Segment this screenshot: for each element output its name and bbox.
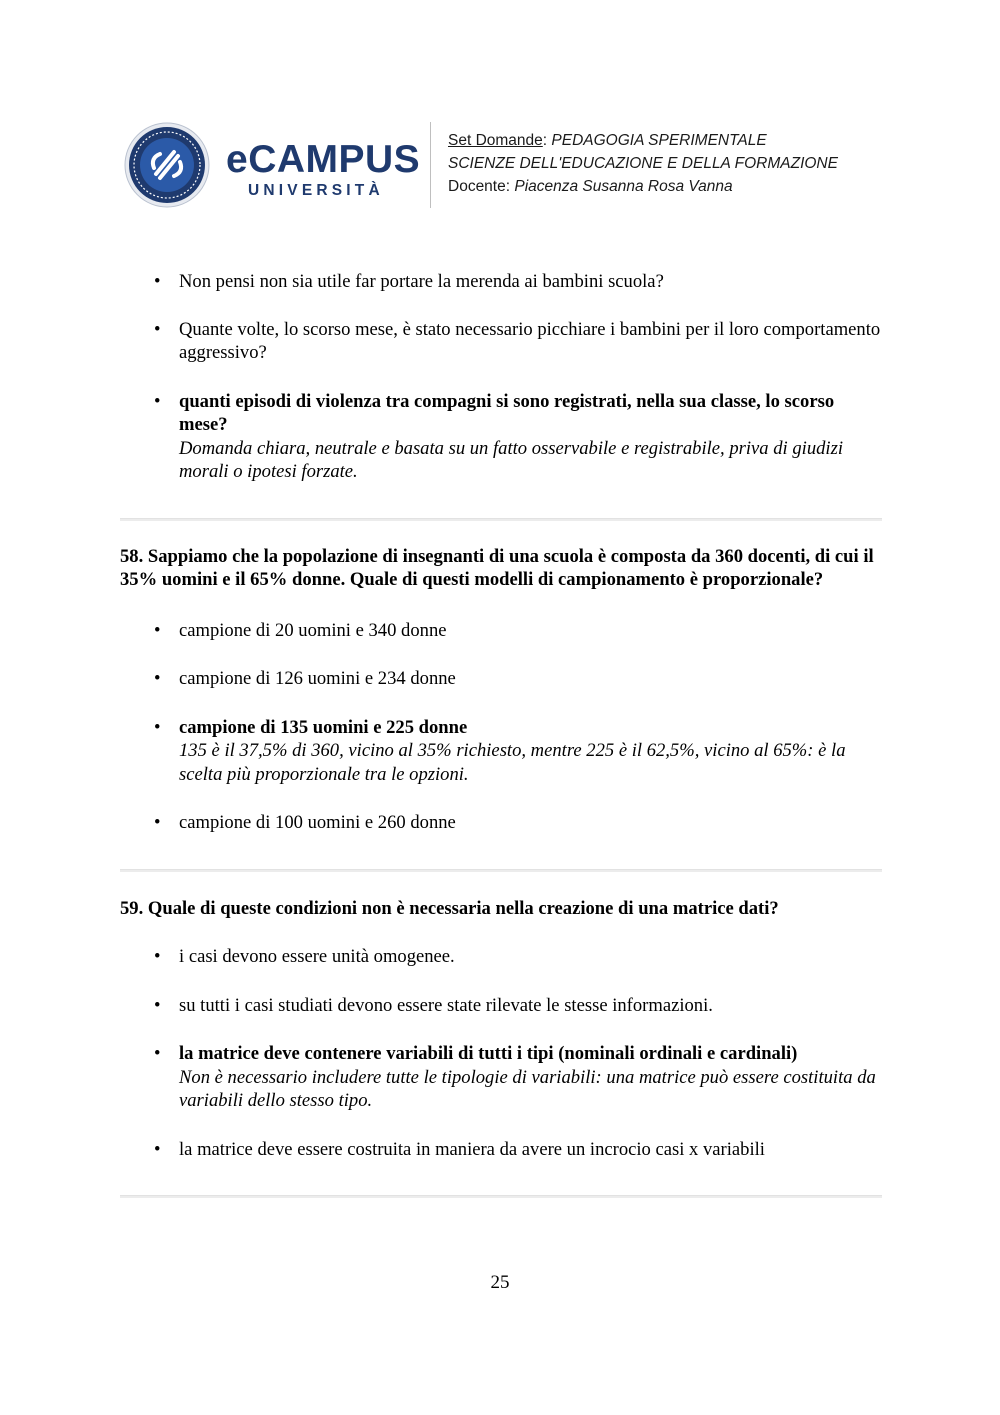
option-text: i casi devono essere unità omogenee. [179, 946, 455, 967]
logo-brand-text: eCAMPUS [226, 138, 421, 181]
bullet-icon: • [154, 668, 161, 689]
header-line-docente: Docente: Piacenza Susanna Rosa Vanna [448, 178, 733, 195]
option-text: campione di 20 uomini e 340 donne [179, 619, 447, 641]
bullet-icon: • [154, 994, 161, 1016]
bullet-icon: • [154, 390, 161, 412]
docente-label: Docente [448, 178, 506, 195]
bullet-icon: • [154, 812, 161, 833]
bullet-icon: • [154, 318, 161, 340]
option-explanation: Domanda chiara, neutrale e basata su un fatto osservabile e registrabile, priva di giudizi morali o ipotesi forzate. [179, 437, 843, 482]
university-seal-logo-icon [124, 122, 210, 208]
option-text: la matrice deve essere costruita in maniera da avere un incrocio casi x variabili [179, 1138, 765, 1160]
list-item [120, 1138, 882, 1162]
option-text: campione di 126 uomini e 234 donne [179, 668, 456, 689]
option-explanation: 135 è il 37,5% di 360, vicino al 35% richiesto, mentre 225 è il 62,5%, vicino al 65%: è la scelta più proporzionale tra le opzioni. [179, 740, 846, 785]
document-body [120, 270, 882, 1198]
document-header [124, 120, 884, 212]
list-item [120, 811, 882, 835]
section-divider [120, 518, 882, 521]
option-explanation: Non è necessario includere tutte le tipologie di variabili: una matrice può essere costituita da variabili dello stesso tipo. [179, 1066, 876, 1111]
list-item [120, 270, 882, 294]
header-line-set: Set Domande: PEDAGOGIA SPERIMENTALE [448, 132, 767, 149]
bullet-icon: • [154, 716, 161, 738]
option-text: campione di 100 uomini e 260 donne [179, 812, 456, 833]
faculty-name: SCIENZE DELL'EDUCAZIONE E DELLA FORMAZIONE [448, 155, 838, 172]
option-text: Non pensi non sia utile far portare la merenda ai bambini scuola? [179, 271, 664, 292]
ecampus-wordmark [226, 140, 422, 212]
bullet-icon: • [154, 619, 161, 641]
list-item [120, 318, 882, 365]
section-divider [120, 1195, 882, 1198]
logo-sub-text: UNIVERSITÀ [248, 182, 384, 199]
list-item [120, 390, 882, 484]
correct-option-text: quanti episodi di violenza tra compagni si sono registrati, nella sua classe, lo scorso mese? [179, 390, 835, 435]
question-58-options [120, 619, 882, 835]
list-item [120, 1042, 882, 1113]
list-item [120, 619, 882, 643]
prev-question-options [120, 270, 882, 484]
question-59-options [120, 945, 882, 1161]
question-59-title: 59. Quale di queste condizioni non è necessaria nella creazione di una matrice dati? [120, 897, 779, 919]
set-label: Set Domande [448, 132, 543, 149]
course-name: PEDAGOGIA SPERIMENTALE [551, 132, 767, 149]
correct-option-text: la matrice deve contenere variabili di tutti i tipi (nominali ordinali e cardinali) [179, 1043, 798, 1064]
list-item [120, 994, 882, 1018]
correct-option-text: campione di 135 uomini e 225 donne [179, 716, 468, 738]
bullet-icon: • [154, 271, 161, 292]
list-item [120, 716, 882, 787]
docente-name: Piacenza Susanna Rosa Vanna [514, 178, 733, 195]
section-divider [120, 869, 882, 872]
header-info [448, 129, 838, 198]
list-item [120, 667, 882, 691]
option-text: su tutti i casi studiati devono essere state rilevate le stesse informazioni. [179, 994, 713, 1016]
option-text: Quante volte, lo scorso mese, è stato necessario picchiare i bambini per il loro comportamento aggressivo? [179, 318, 881, 363]
header-divider [430, 122, 431, 208]
question-58-title: 58. Sappiamo che la popolazione di insegnanti di una scuola è composta da 360 docenti, di cui il 35% uomini e il 65% donne. Quale di questi modelli di campionamento è proporzionale? [120, 545, 874, 590]
bullet-icon: • [154, 1043, 161, 1064]
bullet-icon: • [154, 946, 161, 967]
header-line-faculty [448, 152, 838, 175]
bullet-icon: • [154, 1138, 161, 1160]
page-number: 25 [490, 1272, 510, 1293]
list-item [120, 945, 882, 969]
